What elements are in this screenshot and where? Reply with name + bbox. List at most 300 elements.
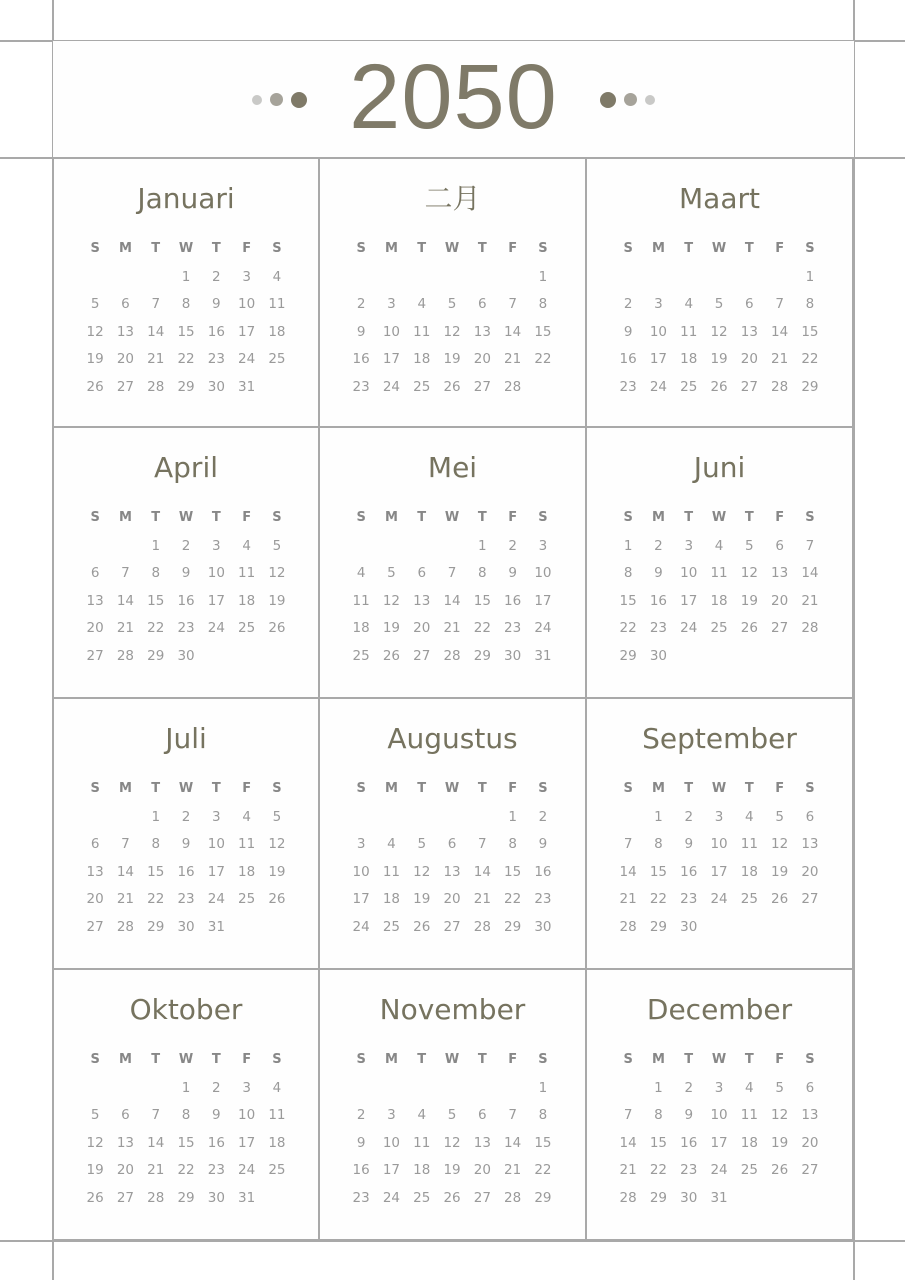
day-cell: 4 bbox=[242, 537, 251, 554]
empty-cell bbox=[734, 267, 764, 295]
day-cell: 1 bbox=[654, 808, 663, 825]
empty-cell bbox=[613, 1078, 643, 1106]
day-cell: 5 bbox=[775, 1079, 784, 1096]
month-card bbox=[587, 699, 854, 970]
weekday-header: S bbox=[90, 1052, 100, 1067]
day-cell: 28 bbox=[443, 647, 461, 664]
day-cell: 30 bbox=[177, 647, 195, 664]
day-cell: 11 bbox=[413, 323, 431, 340]
day-cell: 13 bbox=[413, 592, 431, 609]
day-cell: 19 bbox=[710, 351, 728, 368]
day-cell: 11 bbox=[710, 565, 728, 582]
day-cell: 13 bbox=[86, 863, 104, 880]
weekday-header: W bbox=[711, 510, 727, 525]
day-cell: 27 bbox=[116, 1189, 135, 1206]
day-cell: 28 bbox=[801, 620, 819, 637]
month-card bbox=[320, 157, 587, 428]
day-cell: 11 bbox=[382, 863, 401, 880]
weekday-header: F bbox=[508, 781, 518, 796]
day-cell: 24 bbox=[207, 620, 225, 637]
day-cell: 18 bbox=[740, 863, 758, 880]
day-cell: 19 bbox=[268, 592, 286, 609]
day-cell: 20 bbox=[473, 351, 491, 368]
weekday-header: T bbox=[477, 241, 487, 256]
weekday-header: S bbox=[272, 781, 282, 796]
month-title: Juli bbox=[165, 722, 207, 755]
day-cell: 18 bbox=[710, 592, 728, 609]
day-cell: 20 bbox=[801, 1134, 819, 1151]
day-cell: 28 bbox=[619, 1189, 637, 1206]
month-title: Mei bbox=[427, 451, 478, 484]
day-cell: 28 bbox=[116, 918, 135, 935]
day-cell: 25 bbox=[238, 891, 256, 908]
dot-icon bbox=[291, 92, 307, 108]
day-cell: 17 bbox=[352, 891, 370, 908]
day-cell: 27 bbox=[116, 378, 135, 395]
day-cell: 22 bbox=[147, 620, 165, 637]
day-cell: 24 bbox=[382, 378, 401, 395]
day-cell: 18 bbox=[382, 891, 401, 908]
dot-icon bbox=[600, 92, 616, 108]
day-cell: 23 bbox=[619, 378, 637, 395]
weekday-header: M bbox=[384, 781, 398, 796]
day-cell: 10 bbox=[238, 296, 256, 313]
day-cell: 29 bbox=[177, 1189, 195, 1206]
day-cell: 11 bbox=[413, 1134, 431, 1151]
day-cell: 24 bbox=[710, 1162, 728, 1179]
weekday-header: M bbox=[118, 781, 132, 796]
day-cell: 24 bbox=[352, 918, 370, 935]
empty-cell bbox=[407, 807, 437, 835]
day-cell: 23 bbox=[177, 891, 195, 908]
day-cell: 23 bbox=[352, 378, 370, 395]
day-cell: 16 bbox=[207, 323, 225, 340]
day-cell: 12 bbox=[443, 323, 461, 340]
empty-cell bbox=[467, 807, 497, 835]
empty-cell bbox=[110, 1078, 140, 1106]
weekday-header: S bbox=[272, 1052, 282, 1067]
day-cell: 20 bbox=[443, 891, 461, 908]
month-grid bbox=[52, 157, 854, 1242]
day-cell: 25 bbox=[238, 620, 256, 637]
day-cell: 4 bbox=[272, 1079, 282, 1096]
day-cell: 30 bbox=[680, 1189, 698, 1206]
day-cell: 1 bbox=[151, 808, 161, 825]
day-cell: 28 bbox=[147, 1189, 165, 1206]
day-cell: 8 bbox=[538, 296, 548, 313]
weekday-header: M bbox=[651, 781, 665, 796]
day-cell: 14 bbox=[619, 1134, 637, 1151]
day-cell: 2 bbox=[538, 808, 548, 825]
day-cell: 22 bbox=[649, 891, 668, 908]
empty-cell bbox=[346, 267, 376, 295]
day-cell: 20 bbox=[86, 620, 104, 637]
day-cell: 27 bbox=[801, 891, 819, 908]
empty-cell bbox=[376, 1078, 406, 1106]
day-cell: 3 bbox=[242, 268, 251, 285]
day-cell: 17 bbox=[382, 1162, 401, 1179]
day-cell: 26 bbox=[443, 378, 461, 395]
day-cell: 26 bbox=[710, 378, 728, 395]
day-cell: 25 bbox=[680, 378, 698, 395]
day-cell: 9 bbox=[684, 1107, 694, 1124]
weekday-header: W bbox=[444, 781, 460, 796]
day-cell: 19 bbox=[86, 1162, 104, 1179]
day-cell: 27 bbox=[86, 918, 104, 935]
day-cell: 28 bbox=[504, 378, 522, 395]
day-cell: 26 bbox=[443, 1189, 461, 1206]
day-cell: 1 bbox=[538, 1079, 548, 1096]
empty-cell bbox=[704, 267, 734, 295]
month-card bbox=[52, 970, 320, 1241]
day-cell: 15 bbox=[801, 323, 819, 340]
day-cell: 17 bbox=[534, 592, 552, 609]
day-cell: 16 bbox=[534, 863, 552, 880]
day-cell: 11 bbox=[238, 565, 256, 582]
weekday-header: M bbox=[118, 510, 132, 525]
day-cell: 12 bbox=[86, 323, 104, 340]
day-cell: 23 bbox=[534, 891, 552, 908]
day-grid bbox=[346, 1050, 559, 1216]
weekday-header: F bbox=[242, 510, 252, 525]
day-cell: 13 bbox=[771, 565, 789, 582]
day-cell: 9 bbox=[181, 565, 191, 582]
weekday-header: T bbox=[684, 1052, 694, 1067]
weekday-header: S bbox=[805, 781, 815, 796]
weekday-header: S bbox=[356, 781, 366, 796]
day-grid bbox=[346, 508, 559, 674]
day-cell: 5 bbox=[417, 836, 427, 853]
day-cell: 27 bbox=[740, 378, 758, 395]
day-cell: 9 bbox=[212, 1107, 221, 1124]
day-cell: 3 bbox=[654, 296, 663, 313]
day-cell: 29 bbox=[473, 647, 491, 664]
day-cell: 18 bbox=[268, 323, 286, 340]
empty-cell bbox=[674, 267, 704, 295]
day-cell: 31 bbox=[534, 647, 552, 664]
month-title: Januari bbox=[137, 182, 235, 215]
weekday-header: T bbox=[744, 781, 754, 796]
month-title: April bbox=[154, 451, 218, 484]
day-cell: 24 bbox=[207, 891, 225, 908]
day-cell: 22 bbox=[147, 891, 165, 908]
day-cell: 8 bbox=[538, 1107, 548, 1124]
day-cell: 25 bbox=[268, 351, 286, 368]
day-cell: 25 bbox=[740, 891, 758, 908]
day-cell: 1 bbox=[151, 537, 161, 554]
day-cell: 23 bbox=[649, 620, 668, 637]
empty-cell bbox=[437, 807, 467, 835]
day-cell: 29 bbox=[649, 1189, 668, 1206]
weekday-header: T bbox=[211, 241, 221, 256]
day-cell: 26 bbox=[740, 620, 758, 637]
weekday-header: T bbox=[744, 510, 754, 525]
day-cell: 29 bbox=[534, 1189, 552, 1206]
day-cell: 12 bbox=[710, 323, 728, 340]
day-cell: 21 bbox=[504, 1162, 522, 1179]
day-cell: 4 bbox=[745, 808, 754, 825]
weekday-header: T bbox=[417, 241, 427, 256]
day-cell: 23 bbox=[352, 1189, 370, 1206]
weekday-header: S bbox=[356, 241, 366, 256]
day-cell: 12 bbox=[86, 1134, 104, 1151]
day-cell: 15 bbox=[147, 592, 165, 609]
day-cell: 16 bbox=[177, 863, 195, 880]
weekday-header: M bbox=[651, 241, 665, 256]
day-cell: 22 bbox=[649, 1162, 668, 1179]
dot-icon bbox=[645, 95, 655, 105]
day-cell: 5 bbox=[272, 808, 282, 825]
day-cell: 17 bbox=[207, 592, 225, 609]
day-cell: 11 bbox=[238, 836, 256, 853]
day-cell: 6 bbox=[805, 1079, 815, 1096]
day-cell: 19 bbox=[740, 592, 758, 609]
day-cell: 13 bbox=[116, 323, 135, 340]
day-cell: 15 bbox=[649, 1134, 668, 1151]
weekday-header: W bbox=[444, 510, 460, 525]
day-cell: 10 bbox=[710, 836, 728, 853]
day-cell: 26 bbox=[86, 378, 104, 395]
day-cell: 7 bbox=[151, 296, 161, 313]
day-cell: 9 bbox=[538, 836, 548, 853]
day-cell: 19 bbox=[771, 863, 789, 880]
day-cell: 12 bbox=[740, 565, 758, 582]
day-cell: 12 bbox=[443, 1134, 461, 1151]
day-cell: 20 bbox=[771, 592, 789, 609]
day-cell: 11 bbox=[268, 296, 286, 313]
day-cell: 14 bbox=[771, 323, 789, 340]
day-cell: 7 bbox=[478, 836, 487, 853]
day-cell: 27 bbox=[443, 918, 461, 935]
day-cell: 8 bbox=[478, 565, 487, 582]
year-title: 2050 bbox=[349, 45, 558, 148]
day-cell: 21 bbox=[619, 891, 637, 908]
day-cell: 19 bbox=[771, 1134, 789, 1151]
day-cell: 3 bbox=[538, 537, 548, 554]
day-cell: 8 bbox=[151, 836, 161, 853]
empty-cell bbox=[110, 267, 140, 295]
decorative-dots-left bbox=[252, 92, 307, 108]
day-cell: 16 bbox=[352, 1162, 370, 1179]
day-cell: 15 bbox=[177, 323, 195, 340]
day-cell: 19 bbox=[413, 891, 431, 908]
empty-cell bbox=[80, 1078, 110, 1106]
day-cell: 7 bbox=[508, 296, 517, 313]
weekday-header: M bbox=[651, 1052, 665, 1067]
day-cell: 16 bbox=[504, 592, 522, 609]
weekday-header: W bbox=[178, 241, 194, 256]
day-cell: 20 bbox=[413, 620, 431, 637]
day-cell: 25 bbox=[352, 647, 370, 664]
month-title: Oktober bbox=[129, 993, 243, 1026]
weekday-header: T bbox=[417, 781, 427, 796]
day-cell: 25 bbox=[268, 1162, 286, 1179]
day-grid bbox=[346, 239, 559, 405]
weekday-header: F bbox=[775, 1052, 785, 1067]
day-cell: 4 bbox=[356, 565, 366, 582]
day-cell: 31 bbox=[207, 918, 225, 935]
day-cell: 9 bbox=[181, 836, 191, 853]
day-cell: 2 bbox=[508, 537, 517, 554]
day-cell: 7 bbox=[805, 537, 815, 554]
weekday-header: S bbox=[90, 241, 100, 256]
month-card bbox=[587, 970, 854, 1241]
day-cell: 22 bbox=[177, 1162, 195, 1179]
day-cell: 13 bbox=[473, 1134, 491, 1151]
weekday-header: F bbox=[775, 510, 785, 525]
day-cell: 9 bbox=[684, 836, 694, 853]
weekday-header: S bbox=[538, 510, 548, 525]
weekday-header: T bbox=[684, 781, 694, 796]
day-cell: 24 bbox=[238, 351, 256, 368]
month-card bbox=[587, 428, 854, 699]
day-cell: 30 bbox=[504, 647, 522, 664]
day-cell: 9 bbox=[356, 1134, 366, 1151]
empty-cell bbox=[141, 267, 171, 295]
day-cell: 5 bbox=[90, 296, 100, 313]
day-cell: 2 bbox=[356, 296, 366, 313]
day-cell: 15 bbox=[504, 863, 522, 880]
weekday-header: M bbox=[384, 1052, 398, 1067]
day-cell: 1 bbox=[805, 268, 815, 285]
day-cell: 4 bbox=[684, 296, 694, 313]
weekday-header: W bbox=[444, 241, 460, 256]
day-cell: 12 bbox=[771, 1107, 789, 1124]
day-cell: 23 bbox=[207, 351, 225, 368]
day-cell: 12 bbox=[382, 592, 401, 609]
weekday-header: F bbox=[242, 1052, 252, 1067]
day-cell: 31 bbox=[710, 1189, 728, 1206]
day-cell: 30 bbox=[534, 918, 552, 935]
weekday-header: W bbox=[178, 781, 194, 796]
day-cell: 28 bbox=[116, 647, 135, 664]
weekday-header: M bbox=[118, 1052, 132, 1067]
empty-cell bbox=[407, 1078, 437, 1106]
day-cell: 7 bbox=[623, 836, 633, 853]
day-cell: 5 bbox=[775, 808, 784, 825]
day-cell: 24 bbox=[680, 620, 698, 637]
empty-cell bbox=[346, 536, 376, 564]
weekday-header: S bbox=[623, 781, 633, 796]
day-cell: 21 bbox=[147, 351, 165, 368]
day-cell: 15 bbox=[534, 323, 552, 340]
day-cell: 4 bbox=[714, 537, 724, 554]
day-cell: 3 bbox=[714, 1079, 724, 1096]
empty-cell bbox=[80, 267, 110, 295]
empty-cell bbox=[80, 807, 110, 835]
weekday-header: T bbox=[417, 510, 427, 525]
day-cell: 10 bbox=[710, 1107, 728, 1124]
day-cell: 25 bbox=[413, 1189, 431, 1206]
day-cell: 22 bbox=[534, 1162, 552, 1179]
day-cell: 29 bbox=[147, 647, 165, 664]
day-cell: 28 bbox=[771, 378, 789, 395]
empty-cell bbox=[437, 267, 467, 295]
day-cell: 24 bbox=[238, 1162, 256, 1179]
day-cell: 27 bbox=[473, 378, 491, 395]
day-cell: 8 bbox=[151, 565, 161, 582]
weekday-header: S bbox=[272, 241, 282, 256]
weekday-header: T bbox=[211, 781, 221, 796]
year-header bbox=[53, 41, 854, 158]
day-cell: 10 bbox=[382, 1134, 401, 1151]
day-cell: 12 bbox=[268, 565, 286, 582]
day-cell: 13 bbox=[801, 1107, 819, 1124]
month-title: September bbox=[642, 722, 797, 755]
day-cell: 3 bbox=[212, 808, 221, 825]
day-cell: 20 bbox=[116, 1162, 135, 1179]
day-cell: 7 bbox=[151, 1107, 161, 1124]
day-cell: 17 bbox=[238, 323, 256, 340]
weekday-header: S bbox=[538, 241, 548, 256]
day-cell: 5 bbox=[745, 537, 754, 554]
day-cell: 14 bbox=[801, 565, 819, 582]
day-cell: 19 bbox=[443, 351, 461, 368]
day-cell: 6 bbox=[805, 808, 815, 825]
day-cell: 16 bbox=[649, 592, 668, 609]
day-grid bbox=[613, 508, 826, 674]
day-cell: 11 bbox=[268, 1107, 286, 1124]
day-cell: 4 bbox=[242, 808, 251, 825]
weekday-header: W bbox=[711, 781, 727, 796]
day-cell: 8 bbox=[654, 1107, 663, 1124]
day-cell: 30 bbox=[649, 647, 668, 664]
weekday-header: M bbox=[651, 510, 665, 525]
month-title: Maart bbox=[679, 182, 760, 215]
day-cell: 14 bbox=[504, 323, 522, 340]
weekday-header: M bbox=[118, 241, 132, 256]
month-card bbox=[320, 428, 587, 699]
weekday-header: T bbox=[477, 781, 487, 796]
day-cell: 14 bbox=[116, 592, 135, 609]
weekday-header: F bbox=[242, 241, 252, 256]
day-cell: 16 bbox=[352, 351, 370, 368]
weekday-header: S bbox=[805, 510, 815, 525]
day-cell: 17 bbox=[238, 1134, 256, 1151]
weekday-header: F bbox=[242, 781, 252, 796]
day-cell: 29 bbox=[147, 918, 165, 935]
weekday-header: F bbox=[508, 241, 518, 256]
day-cell: 10 bbox=[382, 323, 401, 340]
weekday-header: F bbox=[508, 1052, 518, 1067]
empty-cell bbox=[376, 807, 406, 835]
day-cell: 27 bbox=[771, 620, 789, 637]
day-cell: 6 bbox=[417, 565, 427, 582]
day-cell: 17 bbox=[680, 592, 698, 609]
empty-cell bbox=[643, 267, 673, 295]
day-cell: 10 bbox=[534, 565, 552, 582]
day-cell: 2 bbox=[356, 1107, 366, 1124]
day-cell: 10 bbox=[207, 836, 225, 853]
day-grid bbox=[613, 1050, 826, 1216]
month-card bbox=[52, 699, 320, 970]
day-cell: 4 bbox=[387, 836, 396, 853]
month-card bbox=[587, 157, 854, 428]
day-cell: 21 bbox=[801, 592, 819, 609]
day-cell: 2 bbox=[212, 1079, 221, 1096]
day-cell: 8 bbox=[805, 296, 815, 313]
day-cell: 16 bbox=[207, 1134, 225, 1151]
empty-cell bbox=[437, 1078, 467, 1106]
day-cell: 14 bbox=[504, 1134, 522, 1151]
day-cell: 8 bbox=[508, 836, 517, 853]
day-cell: 30 bbox=[207, 1189, 225, 1206]
day-cell: 2 bbox=[654, 537, 663, 554]
weekday-header: T bbox=[417, 1052, 427, 1067]
day-cell: 10 bbox=[649, 323, 668, 340]
weekday-header: S bbox=[805, 241, 815, 256]
empty-cell bbox=[141, 1078, 171, 1106]
